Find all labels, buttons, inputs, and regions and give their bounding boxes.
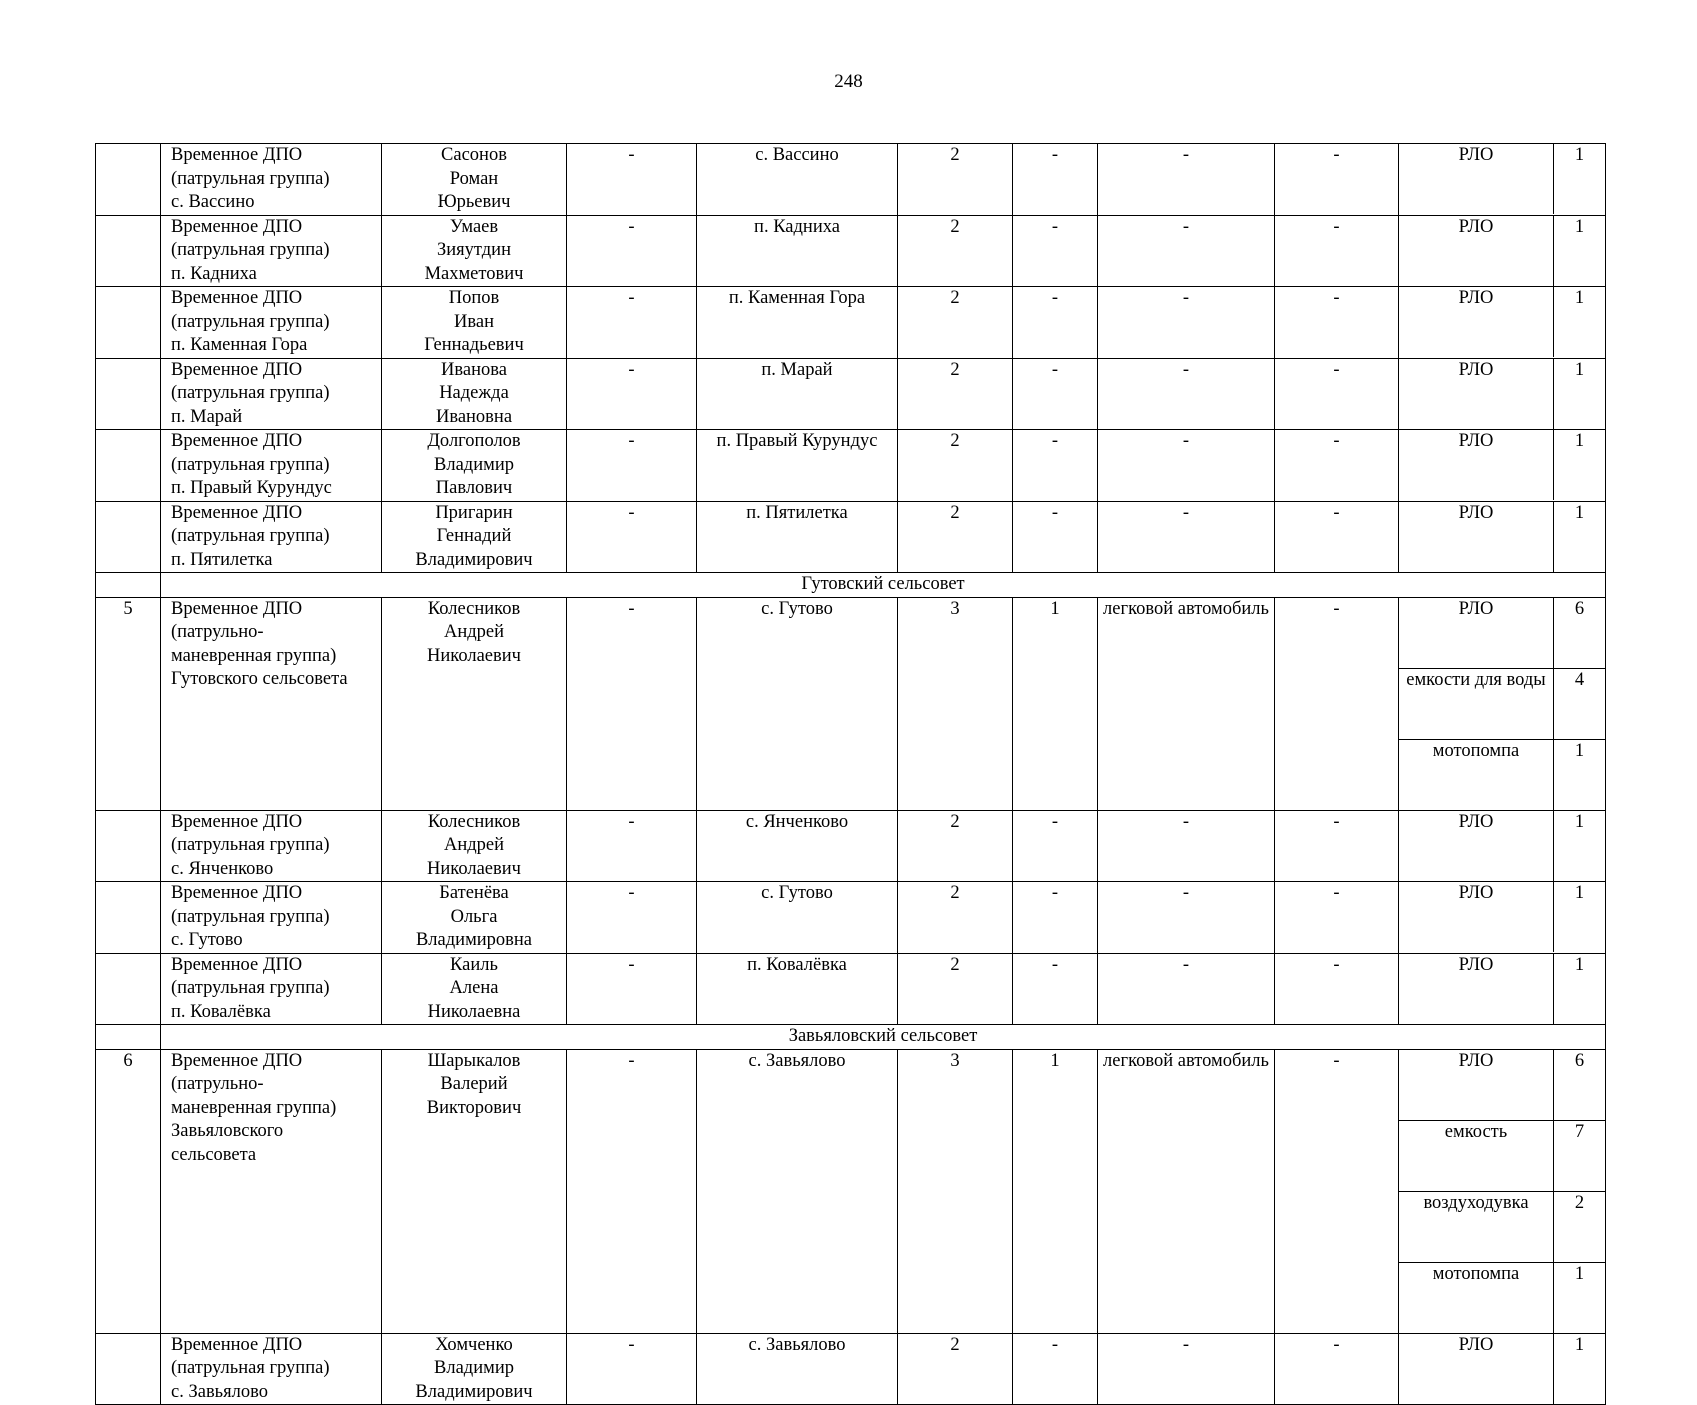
org-line: Временное ДПО [171,1050,303,1071]
org-cell [161,430,382,502]
person-line: Каиль [450,954,498,975]
equipment-name: РЛО [1458,811,1494,832]
equipment-cell [1399,882,1606,954]
vehicle-cell: - [1098,882,1275,954]
equipment-name: мотопомпа [1432,740,1520,761]
col8-cell: - [1275,215,1399,287]
org-cell [161,215,382,287]
person-cell [382,1049,567,1333]
col3-cell: - [567,1333,697,1405]
org-cell [161,287,382,359]
equipment-row [1399,1120,1605,1191]
person-line: Николаевич [427,645,521,666]
num-cell [96,144,161,216]
col5-cell: 2 [898,810,1013,882]
col6-cell: 1 [1013,1049,1098,1333]
equipment-count: 1 [1554,811,1606,881]
org-line: Временное ДПО [171,216,303,237]
person-line: Владимир [434,454,514,475]
col5-cell: 2 [898,358,1013,430]
person-line: Батенёва [439,883,509,903]
equipment-count: 1 [1554,502,1606,572]
person-cell [382,287,567,359]
org-cell [161,358,382,430]
num-cell [96,953,161,1025]
equipment-name: РЛО [1458,954,1494,975]
equipment-name: емкость [1399,1120,1554,1191]
equipment-count: 1 [1554,739,1606,810]
equipment-list [1399,882,1605,952]
place-cell: с. Янченково [697,810,898,882]
org-line: с. Завьялово [171,1381,268,1402]
num-cell [96,501,161,573]
col3-cell: - [567,882,697,954]
equipment-name: РЛО [1458,1334,1494,1355]
org-line: п. Пятилетка [171,549,273,570]
vehicle-cell: легковой автомобиль [1098,1049,1275,1333]
table-row [96,882,1606,954]
col8-cell: - [1275,287,1399,359]
person-cell [382,953,567,1025]
equipment-list [1399,502,1605,572]
equipment-row [1399,502,1605,572]
equipment-name: РЛО [1458,216,1494,237]
person-cell [382,882,567,954]
org-cell [161,1049,382,1333]
equipment-name: емкости для воды [1399,668,1554,739]
equipment-list [1399,811,1605,881]
col6-cell: - [1013,144,1098,216]
org-line: Временное ДПО [171,883,303,903]
equipment-cell [1399,144,1606,216]
org-line: маневренная группа) [171,1097,337,1118]
equipment-cell [1399,215,1606,287]
equipment-name: РЛО [1399,1050,1554,1121]
person-line: Иванова [441,359,507,380]
org-cell [161,1333,382,1405]
col3-cell: - [567,953,697,1025]
equipment-list [1399,144,1605,214]
org-line: с. Гутово [171,930,243,950]
num-cell [96,573,161,598]
org-line: маневренная группа) [171,645,337,666]
equipment-count: 6 [1554,1050,1606,1121]
col6-cell: - [1013,287,1098,359]
org-line: Временное ДПО [171,288,303,308]
table-row [96,1049,1606,1333]
num-cell [96,287,161,359]
col6-cell: - [1013,358,1098,430]
num-cell [96,430,161,502]
person-line: Алена [449,978,499,998]
org-line: Временное ДПО [171,1334,303,1355]
place-cell: с. Завьялово [697,1049,898,1333]
equipment-count: 1 [1554,216,1606,286]
col5-cell: 2 [898,215,1013,287]
equipment-count: 2 [1554,1191,1606,1262]
col6-cell: - [1013,882,1098,954]
person-cell [382,810,567,882]
org-line: (патрульная группа) [171,383,330,403]
org-cell [161,882,382,954]
fire-units-table [95,143,1606,1405]
person-cell [382,501,567,573]
col6-cell: - [1013,1333,1098,1405]
vehicle-cell: - [1098,501,1275,573]
person-line: Юрьевич [437,192,511,212]
equipment-row [1399,1334,1605,1404]
org-line: с. Янченково [171,858,274,879]
equipment-row [1399,668,1605,739]
equipment-count: 1 [1554,430,1606,500]
person-cell [382,597,567,810]
equipment-row [1399,287,1605,357]
region-title: Завьяловский сельсовет [161,1025,1606,1050]
org-line: п. Марай [171,406,243,427]
equipment-row [1399,598,1605,669]
col6-cell: - [1013,953,1098,1025]
region-row [96,1025,1606,1050]
person-line: Владимировна [415,930,533,950]
equipment-row [1399,359,1605,429]
equipment-cell [1399,1049,1606,1333]
equipment-count: 1 [1554,954,1606,1024]
person-line: Зияутдин [437,240,511,260]
person-line: Викторович [426,1097,522,1118]
equipment-cell [1399,810,1606,882]
person-line: Пригарин [435,502,513,523]
vehicle-cell: - [1098,215,1275,287]
equipment-list [1399,1334,1605,1404]
equipment-count: 1 [1554,882,1606,952]
place-cell: п. Пятилетка [697,501,898,573]
equipment-row [1399,1191,1605,1262]
num-cell [96,810,161,882]
equipment-name: РЛО [1399,598,1554,669]
person-line: Николаевич [427,858,521,879]
place-cell: п. Правый Курундус [697,430,898,502]
equipment-name: РЛО [1458,145,1494,165]
col8-cell: - [1275,501,1399,573]
col8-cell: - [1275,882,1399,954]
person-cell [382,1333,567,1405]
equipment-list [1399,954,1605,1024]
vehicle-cell: легковой автомобиль [1098,597,1275,810]
col5-cell: 2 [898,287,1013,359]
equipment-list [1399,216,1605,286]
equipment-row [1399,430,1605,500]
col8-cell: - [1275,430,1399,502]
equipment-name: РЛО [1458,288,1494,308]
col3-cell: - [567,501,697,573]
region-title: Гутовский сельсовет [161,573,1606,598]
equipment-row [1399,882,1605,952]
equipment-count: 1 [1554,359,1606,429]
table-row [96,358,1606,430]
region-row [96,573,1606,598]
person-line: Ольга [450,906,498,927]
vehicle-cell: - [1098,287,1275,359]
org-line: Временное ДПО [171,598,303,619]
col5-cell: 2 [898,501,1013,573]
person-line: Умаев [449,216,499,237]
equipment-count: 1 [1554,144,1606,214]
equipment-row [1399,739,1605,810]
person-line: Шарыкалов [427,1050,521,1071]
place-cell: п. Ковалёвка [697,953,898,1025]
org-cell [161,144,382,216]
equipment-count: 4 [1554,668,1606,739]
equipment-list [1399,598,1605,810]
vehicle-cell: - [1098,810,1275,882]
equipment-row [1399,144,1605,214]
org-line: п. Каменная Гора [171,335,308,355]
org-line: Временное ДПО [171,502,303,523]
place-cell: п. Кадниха [697,215,898,287]
col5-cell: 2 [898,953,1013,1025]
col3-cell: - [567,430,697,502]
equipment-name: мотопомпа [1432,1263,1520,1284]
org-line: Временное ДПО [171,954,303,975]
vehicle-cell: - [1098,953,1275,1025]
person-line: Попов [448,288,500,308]
equipment-cell [1399,597,1606,810]
col8-cell: - [1275,1333,1399,1405]
person-cell [382,215,567,287]
table-row [96,597,1606,810]
col3-cell: - [567,358,697,430]
person-cell [382,430,567,502]
org-line: Завьяловского [171,1121,284,1141]
page-number: 248 [834,71,863,92]
col8-cell: - [1275,144,1399,216]
org-line: сельсовета [171,1144,257,1165]
num-cell [96,1025,161,1050]
person-line: Хомченко [435,1334,513,1355]
col6-cell: - [1013,430,1098,502]
org-cell [161,953,382,1025]
num-cell [96,882,161,954]
org-line: (патрульная группа) [171,835,330,855]
equipment-name: РЛО [1458,502,1494,523]
table-row [96,1333,1606,1405]
person-line: Николаевна [427,1001,521,1022]
equipment-row [1399,811,1605,881]
org-line: Гутовского сельсовета [171,669,348,689]
person-line: Колесников [427,598,521,619]
person-line: Долгополов [427,431,521,451]
org-cell [161,597,382,810]
num-cell [96,215,161,287]
vehicle-cell: - [1098,1333,1275,1405]
person-cell [382,144,567,216]
place-cell: п. Каменная Гора [697,287,898,359]
org-line: Временное ДПО [171,431,303,451]
col3-cell: - [567,597,697,810]
vehicle-cell: - [1098,144,1275,216]
place-cell: с. Гутово [697,882,898,954]
person-line: Андрей [443,622,505,642]
equipment-name: воздуходувка [1399,1191,1554,1262]
num-cell: 6 [96,1049,161,1333]
col5-cell: 3 [898,1049,1013,1333]
place-cell: п. Марай [697,358,898,430]
equipment-list [1399,359,1605,429]
person-line: Иван [454,311,494,332]
equipment-row [1399,1262,1605,1333]
org-cell [161,810,382,882]
org-line: Временное ДПО [171,811,303,832]
col8-cell: - [1275,1049,1399,1333]
person-line: Махметович [424,263,524,284]
org-line: п. Ковалёвка [171,1001,271,1022]
col5-cell: 2 [898,144,1013,216]
org-line: (патрульная группа) [171,906,330,927]
equipment-cell [1399,287,1606,359]
person-line: Владимир [434,1358,514,1378]
person-line: Колесников [427,811,521,832]
equipment-list [1399,287,1605,357]
col5-cell: 3 [898,597,1013,810]
col3-cell: - [567,144,697,216]
place-cell: с. Вассино [697,144,898,216]
org-line: (патрульно- [171,1074,264,1094]
table-row [96,215,1606,287]
equipment-count: 1 [1554,287,1606,357]
org-line: (патрульная группа) [171,526,330,546]
table-row [96,953,1606,1025]
place-cell: с. Завьялово [697,1333,898,1405]
org-line: (патрульная группа) [171,1358,330,1378]
person-line: Павлович [435,478,513,498]
person-line: Ивановна [435,406,513,427]
org-line: (патрульная группа) [171,168,330,189]
person-line: Владимирович [415,1381,533,1402]
col6-cell: - [1013,810,1098,882]
equipment-count: 1 [1554,1334,1606,1404]
equipment-cell [1399,430,1606,502]
person-line: Сасонов [441,145,507,165]
vehicle-cell: - [1098,358,1275,430]
table-row [96,144,1606,216]
col3-cell: - [567,810,697,882]
person-line: Андрей [443,835,505,855]
equipment-count: 7 [1554,1120,1606,1191]
person-line: Валерий [440,1074,508,1094]
org-line: с. Вассино [171,192,255,212]
num-cell [96,1333,161,1405]
org-line: п. Правый Курундус [171,478,332,498]
table-row [96,810,1606,882]
col8-cell: - [1275,358,1399,430]
equipment-name: РЛО [1458,359,1494,380]
equipment-cell [1399,1333,1606,1405]
org-line: п. Кадниха [171,263,257,284]
org-line: (патрульно- [171,622,264,642]
equipment-name: РЛО [1458,431,1494,451]
org-line: Временное ДПО [171,359,303,380]
table-row [96,430,1606,502]
person-line: Владимирович [415,549,533,570]
equipment-cell [1399,501,1606,573]
col5-cell: 2 [898,882,1013,954]
org-line: (патрульная группа) [171,311,330,332]
col8-cell: - [1275,953,1399,1025]
col6-cell: - [1013,215,1098,287]
col8-cell: - [1275,597,1399,810]
org-line: (патрульная группа) [171,454,330,475]
num-cell [96,358,161,430]
equipment-row [1399,1050,1605,1121]
equipment-row [1399,216,1605,286]
col5-cell: 2 [898,1333,1013,1405]
col6-cell: 1 [1013,597,1098,810]
col6-cell: - [1013,501,1098,573]
person-line: Надежда [439,383,509,403]
person-line: Роман [449,168,499,189]
org-line: Временное ДПО [171,145,303,165]
equipment-name: РЛО [1458,883,1494,903]
col8-cell: - [1275,810,1399,882]
vehicle-cell: - [1098,430,1275,502]
table-row [96,501,1606,573]
person-line: Геннадий [436,526,512,546]
equipment-cell [1399,953,1606,1025]
col3-cell: - [567,1049,697,1333]
equipment-count: 1 [1554,1262,1606,1333]
equipment-count: 6 [1554,598,1606,669]
equipment-cell [1399,358,1606,430]
equipment-row [1399,954,1605,1024]
org-line: (патрульная группа) [171,978,330,998]
person-cell [382,358,567,430]
person-line: Геннадьевич [424,335,524,355]
table-row [96,287,1606,359]
org-line: (патрульная группа) [171,240,330,260]
num-cell: 5 [96,597,161,810]
col5-cell: 2 [898,430,1013,502]
equipment-list [1399,430,1605,500]
equipment-list [1399,1050,1605,1333]
place-cell: с. Гутово [697,597,898,810]
col3-cell: - [567,287,697,359]
org-cell [161,501,382,573]
col3-cell: - [567,215,697,287]
